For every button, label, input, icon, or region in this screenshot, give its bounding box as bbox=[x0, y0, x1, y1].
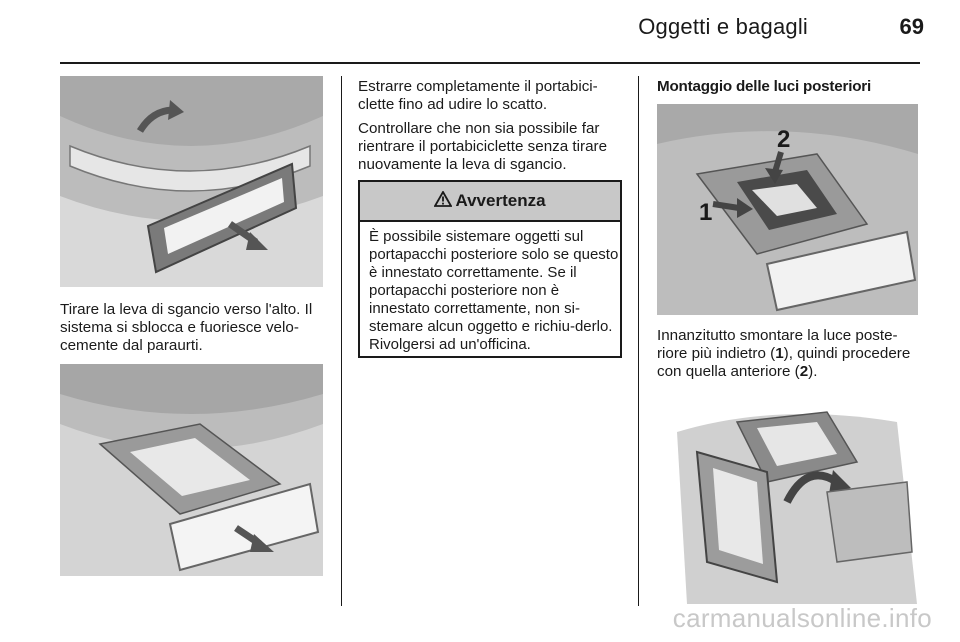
column2-paragraph-2: Controllare che non sia possibile far rientrare il portabiciclette senza tirare nuovamente la leva di sgancio. bbox=[358, 120, 608, 173]
warning-box bbox=[358, 180, 622, 358]
reference-number-2: 2 bbox=[799, 363, 809, 380]
column2-paragraph-1: Estrarre completamente il portabici-clette fino ad udire lo scatto. bbox=[358, 78, 598, 113]
figure-carrier-extended bbox=[60, 364, 323, 576]
column-divider-left bbox=[341, 76, 342, 606]
section-heading: Montaggio delle luci posteriori bbox=[657, 78, 872, 95]
reference-number-1: 1 bbox=[775, 345, 784, 362]
figure-release-lever bbox=[60, 76, 323, 287]
callout-1: 1 bbox=[699, 199, 713, 226]
column1-paragraph: Tirare la leva di sgancio verso l'alto. Il sistema si sblocca e fuoriesce velo-cemente dal paraurti. bbox=[60, 301, 313, 354]
warning-header bbox=[360, 182, 620, 222]
warning-triangle-icon bbox=[434, 191, 452, 212]
column3-paragraph-part3: ). bbox=[808, 363, 818, 380]
column3-paragraph-part2: ), quindi procedere con quella anteriore ( bbox=[657, 345, 911, 380]
header-rule bbox=[60, 62, 920, 64]
warning-title: Avvertenza bbox=[455, 191, 546, 210]
page-header-title: Oggetti e bagagli bbox=[638, 14, 808, 39]
watermark: carmanualsonline.info bbox=[672, 603, 932, 633]
column3-paragraph bbox=[657, 327, 927, 381]
column-divider-right bbox=[638, 76, 639, 606]
figure-light-removal bbox=[657, 392, 918, 604]
column3-paragraph-part1: Innanzitutto smontare la luce poste-riore più indietro ( bbox=[657, 327, 898, 362]
figure-rear-lights bbox=[657, 104, 918, 315]
callout-2: 2 bbox=[777, 126, 791, 153]
page-number: 69 bbox=[899, 14, 924, 39]
warning-body: È possibile sistemare oggetti sul portapacchi posteriore solo se questo è innestato correttamente. Se il portapacchi posteriore non è innestato correttamente, non si-stemare alcun oggetto e richiu-derlo. Rivolgersi ad un'officina. bbox=[369, 228, 619, 353]
